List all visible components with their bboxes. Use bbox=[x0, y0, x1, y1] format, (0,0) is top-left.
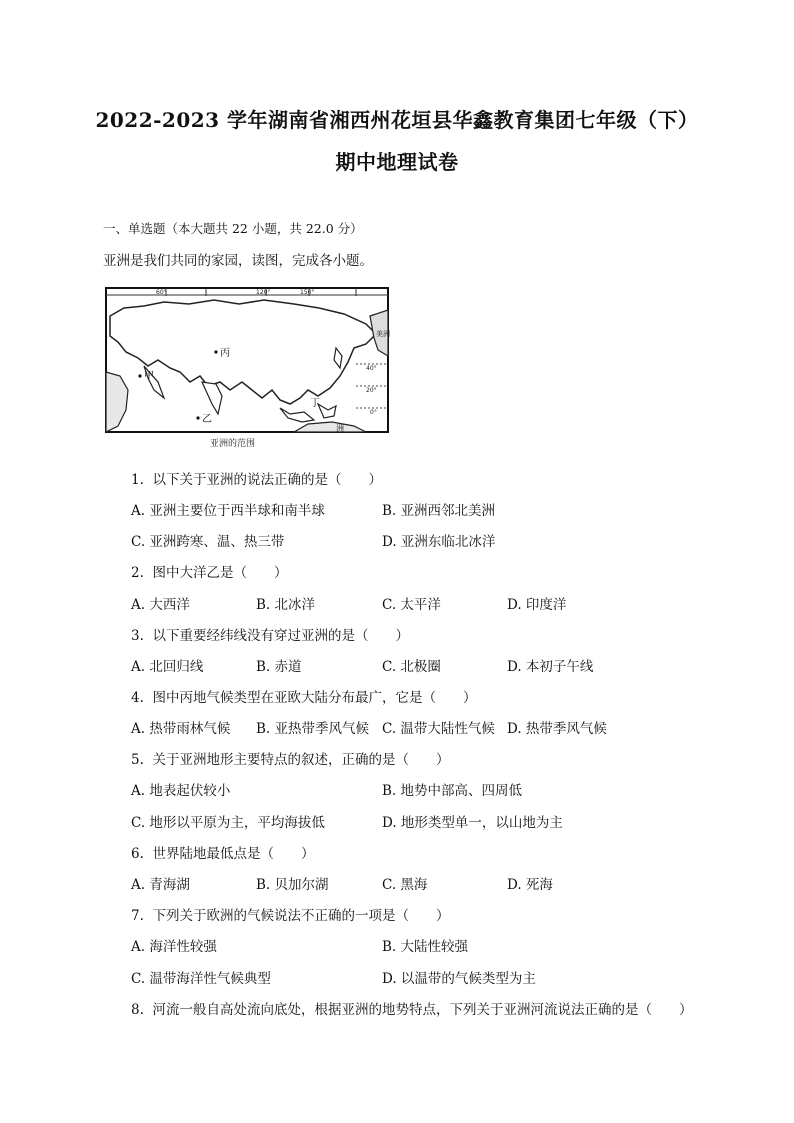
option-b[interactable]: B. 赤道 bbox=[256, 659, 302, 675]
option-a[interactable]: A. 亚洲主要位于西半球和南半球 bbox=[131, 503, 325, 519]
question-5 bbox=[131, 748, 449, 768]
question-text: 关于亚洲地形主要特点的叙述，正确的是（ ） bbox=[152, 752, 450, 768]
question-text: 以下重要经纬线没有穿过亚洲的是（ ） bbox=[152, 628, 409, 644]
section-intro: 亚洲是我们共同的家园，读图，完成各小题。 bbox=[103, 253, 373, 269]
option-a[interactable]: A. 大西洋 bbox=[131, 597, 190, 613]
option-a[interactable]: A. 热带雨林气候 bbox=[131, 721, 231, 737]
option-b[interactable]: B. 北冰洋 bbox=[256, 597, 316, 613]
question-8 bbox=[131, 998, 692, 1018]
option-c[interactable]: C. 温带大陆性气候 bbox=[382, 721, 495, 737]
lon-label: 60° bbox=[156, 289, 167, 296]
option-b[interactable]: B. 亚洲西邻北美洲 bbox=[382, 503, 496, 519]
question-6 bbox=[131, 842, 314, 862]
option-b[interactable]: B. 大陆性较强 bbox=[382, 939, 469, 955]
question-text: 世界陆地最低点是（ ） bbox=[152, 846, 315, 862]
exam-title-line1: 2022-2023 学年湖南省湘西州花垣县华鑫教育集团七年级（下） bbox=[95, 108, 699, 132]
option-d[interactable]: D. 地形类型单一，以山地为主 bbox=[382, 815, 563, 831]
question-number: 4. bbox=[131, 690, 144, 706]
question-number: 3. bbox=[131, 628, 144, 644]
option-b[interactable]: B. 亚热带季风气候 bbox=[256, 721, 370, 737]
option-d[interactable]: D. 以温带的气候类型为主 bbox=[382, 971, 536, 987]
lat-label: 40° bbox=[366, 365, 377, 372]
question-text: 图中丙地气候类型在亚欧大陆分布最广，它是（ ） bbox=[152, 690, 477, 706]
label-jia: 甲 bbox=[144, 371, 154, 382]
option-d[interactable]: D. 死海 bbox=[507, 877, 553, 893]
label-bing: 丙 bbox=[220, 348, 230, 359]
option-c[interactable]: C. 太平洋 bbox=[382, 597, 441, 613]
lon-label: 150° bbox=[300, 289, 315, 296]
question-7 bbox=[131, 904, 449, 924]
option-c[interactable]: C. 地形以平原为主，平均海拔低 bbox=[131, 815, 325, 831]
question-1 bbox=[131, 468, 382, 488]
map-caption: 亚洲的范围 bbox=[210, 439, 256, 449]
option-a[interactable]: A. 北回归线 bbox=[131, 659, 204, 675]
option-b[interactable]: B. 地势中部高、四周低 bbox=[382, 783, 523, 799]
label-ding: 丁 bbox=[310, 398, 320, 409]
question-text: 下列关于欧洲的气候说法不正确的一项是（ ） bbox=[152, 908, 450, 924]
option-a[interactable]: A. 青海湖 bbox=[131, 877, 190, 893]
question-number: 1. bbox=[131, 472, 144, 488]
option-b[interactable]: B. 贝加尔湖 bbox=[256, 877, 329, 893]
option-c[interactable]: C. 亚洲跨寒、温、热三带 bbox=[131, 534, 285, 550]
question-number: 5. bbox=[131, 752, 144, 768]
lat-label: 20° bbox=[366, 387, 377, 394]
question-number: 7. bbox=[131, 908, 144, 924]
label-america: 美洲 bbox=[376, 330, 390, 338]
asia-map-figure bbox=[104, 286, 392, 451]
question-3 bbox=[131, 624, 409, 644]
option-c[interactable]: C. 黑海 bbox=[382, 877, 428, 893]
asia-map bbox=[104, 286, 392, 436]
question-text: 以下关于亚洲的说法正确的是（ ） bbox=[152, 472, 382, 488]
question-text: 图中大洋乙是（ ） bbox=[152, 565, 288, 581]
question-number: 8. bbox=[131, 1002, 144, 1018]
option-d[interactable]: D. 亚洲东临北冰洋 bbox=[382, 534, 496, 550]
label-oceania: 洲 bbox=[336, 424, 344, 433]
lon-label: 120° bbox=[256, 289, 271, 296]
option-c[interactable]: C. 北极圈 bbox=[382, 659, 441, 675]
question-text: 河流一般自高处流向底处，根据亚洲的地势特点，下列关于亚洲河流说法正确的是（ ） bbox=[152, 1002, 693, 1018]
question-number: 2. bbox=[131, 565, 144, 581]
option-c[interactable]: C. 温带海洋性气候典型 bbox=[131, 971, 271, 987]
option-a[interactable]: A. 海洋性较强 bbox=[131, 939, 217, 955]
section-heading: 一、单选题（本大题共 22 小题，共 22.0 分） bbox=[103, 221, 363, 236]
question-2 bbox=[131, 561, 287, 581]
option-d[interactable]: D. 印度洋 bbox=[507, 597, 567, 613]
option-d[interactable]: D. 本初子午线 bbox=[507, 659, 594, 675]
label-yi: 乙 bbox=[202, 414, 212, 425]
lat-label: 0° bbox=[370, 409, 377, 416]
exam-title-line2: 期中地理试卷 bbox=[335, 150, 459, 174]
option-d[interactable]: D. 热带季风气候 bbox=[507, 721, 607, 737]
question-number: 6. bbox=[131, 846, 144, 862]
option-a[interactable]: A. 地表起伏较小 bbox=[131, 783, 231, 799]
question-4 bbox=[131, 686, 476, 706]
